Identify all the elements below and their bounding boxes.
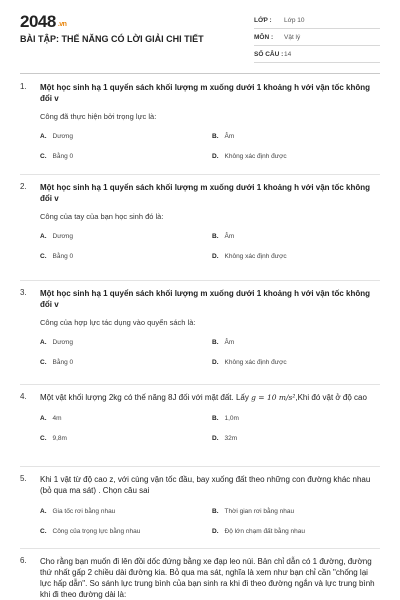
answer-options <box>40 413 380 453</box>
option-d[interactable]: D. 32m <box>212 435 238 442</box>
question-separator <box>20 174 380 175</box>
question-6 <box>20 556 380 600</box>
question-text: Khi 1 vật từ độ cao z, với cùng vận tốc đầu, bay xuống đất theo những con đường khác nhau (bỏ qua ma sát) . Chọn câu sai <box>40 475 371 495</box>
question-separator <box>20 548 380 549</box>
question-separator <box>20 466 380 467</box>
option-c[interactable]: C. Bằng 0 <box>40 253 74 260</box>
question-number: 4. <box>20 392 27 401</box>
question-number: 3. <box>20 288 27 297</box>
question-text: Một vật khối lượng 2kg có thế năng 8J đối với mặt đất. Lấy g = 10 m/s²,Khi đó vật ở độ cao <box>40 393 367 402</box>
worksheet-header <box>0 0 400 72</box>
question-3 <box>20 288 380 375</box>
answer-options <box>40 229 380 269</box>
question-head <box>20 82 380 104</box>
answer-options <box>40 506 380 546</box>
meta-row-count <box>254 46 380 63</box>
option-b[interactable]: B. Âm <box>212 133 235 140</box>
worksheet-title: BÀI TẬP: THẾ NĂNG CÓ LỜI GIẢI CHI TIẾT <box>20 34 204 44</box>
question-separator <box>20 280 380 281</box>
meta-info <box>254 12 380 63</box>
question-4 <box>20 392 380 453</box>
meta-label: SỐ CÂU : <box>254 51 284 58</box>
meta-value: 14 <box>284 51 292 58</box>
question-prompt: Công của tay của bạn học sinh đó là: <box>40 212 164 221</box>
question-text: Cho rằng bạn muốn đi lên đồi dốc đứng bằng xe đạp leo núi. Bản chỉ dẫn có 1 đường, đường thứ nhất gấp 2 chiều dài đường kia. Bỏ qua ma sát, nghĩa là xem như bạn chỉ cần "chống lại lực hấp dẫn". So sánh lực trung bình của bạn sinh ra khi đi theo đường ngắn và lực trung bình khi đi theo đường dài là: <box>40 557 375 599</box>
question-head <box>20 288 380 310</box>
logo-main: 2048 <box>20 12 56 31</box>
question-separator <box>20 384 380 385</box>
question-1 <box>20 82 380 169</box>
option-a[interactable]: A. Dương <box>40 233 74 240</box>
option-c[interactable]: C. 9,8m <box>40 435 67 442</box>
option-d[interactable]: D. Không xác định được <box>212 153 287 160</box>
question-number: 6. <box>20 556 27 565</box>
site-logo[interactable] <box>20 12 66 32</box>
answer-options <box>40 129 380 169</box>
answer-options <box>40 335 380 375</box>
question-head <box>20 392 380 403</box>
meta-value: Vật lý <box>284 34 301 41</box>
meta-row-subject <box>254 29 380 46</box>
option-b[interactable]: B. Thời gian rơi bằng nhau <box>212 508 295 515</box>
option-d[interactable]: D. Độ lớn chạm đất bằng nhau <box>212 528 306 535</box>
logo-sub: .vn <box>57 21 67 28</box>
question-head <box>20 182 380 204</box>
question-number: 2. <box>20 182 27 191</box>
option-a[interactable]: A. Dương <box>40 133 74 140</box>
option-b[interactable]: B. Âm <box>212 339 235 346</box>
question-prompt: Công đã thực hiện bởi trọng lực là: <box>40 112 157 121</box>
question-head <box>20 556 380 600</box>
question-prompt: Công của hợp lực tác dụng vào quyển sách là: <box>40 318 196 327</box>
option-a[interactable]: A. Dương <box>40 339 74 346</box>
question-text: Một học sinh hạ 1 quyển sách khối lượng m xuống dưới 1 khoảng h với vận tốc không đổi v <box>40 289 371 309</box>
question-head <box>20 474 380 496</box>
header-divider <box>20 73 380 74</box>
question-text: Một học sinh hạ 1 quyển sách khối lượng m xuống dưới 1 khoảng h với vận tốc không đổi v <box>40 83 371 103</box>
option-b[interactable]: B. 1,0m <box>212 415 239 422</box>
option-b[interactable]: B. Âm <box>212 233 235 240</box>
option-d[interactable]: D. Không xác định được <box>212 359 287 366</box>
meta-label: LỚP : <box>254 17 272 24</box>
question-number: 1. <box>20 82 27 91</box>
meta-row-class <box>254 12 380 29</box>
gravity-formula: g = 10 m/s² <box>251 393 296 402</box>
meta-label: MÔN : <box>254 34 274 41</box>
option-c[interactable]: C. Bằng 0 <box>40 359 74 366</box>
question-5 <box>20 474 380 546</box>
question-number: 5. <box>20 474 27 483</box>
option-c[interactable]: C. Bằng 0 <box>40 153 74 160</box>
option-a[interactable]: A. Gia tốc rơi bằng nhau <box>40 508 116 515</box>
question-text: Một học sinh hạ 1 quyển sách khối lượng m xuống dưới 1 khoảng h với vận tốc không đổi v <box>40 183 371 203</box>
option-c[interactable]: C. Công của trọng lực bằng nhau <box>40 528 141 535</box>
option-a[interactable]: A. 4m <box>40 415 62 422</box>
option-d[interactable]: D. Không xác định được <box>212 253 287 260</box>
question-2 <box>20 182 380 269</box>
meta-value: Lớp 10 <box>284 17 305 24</box>
